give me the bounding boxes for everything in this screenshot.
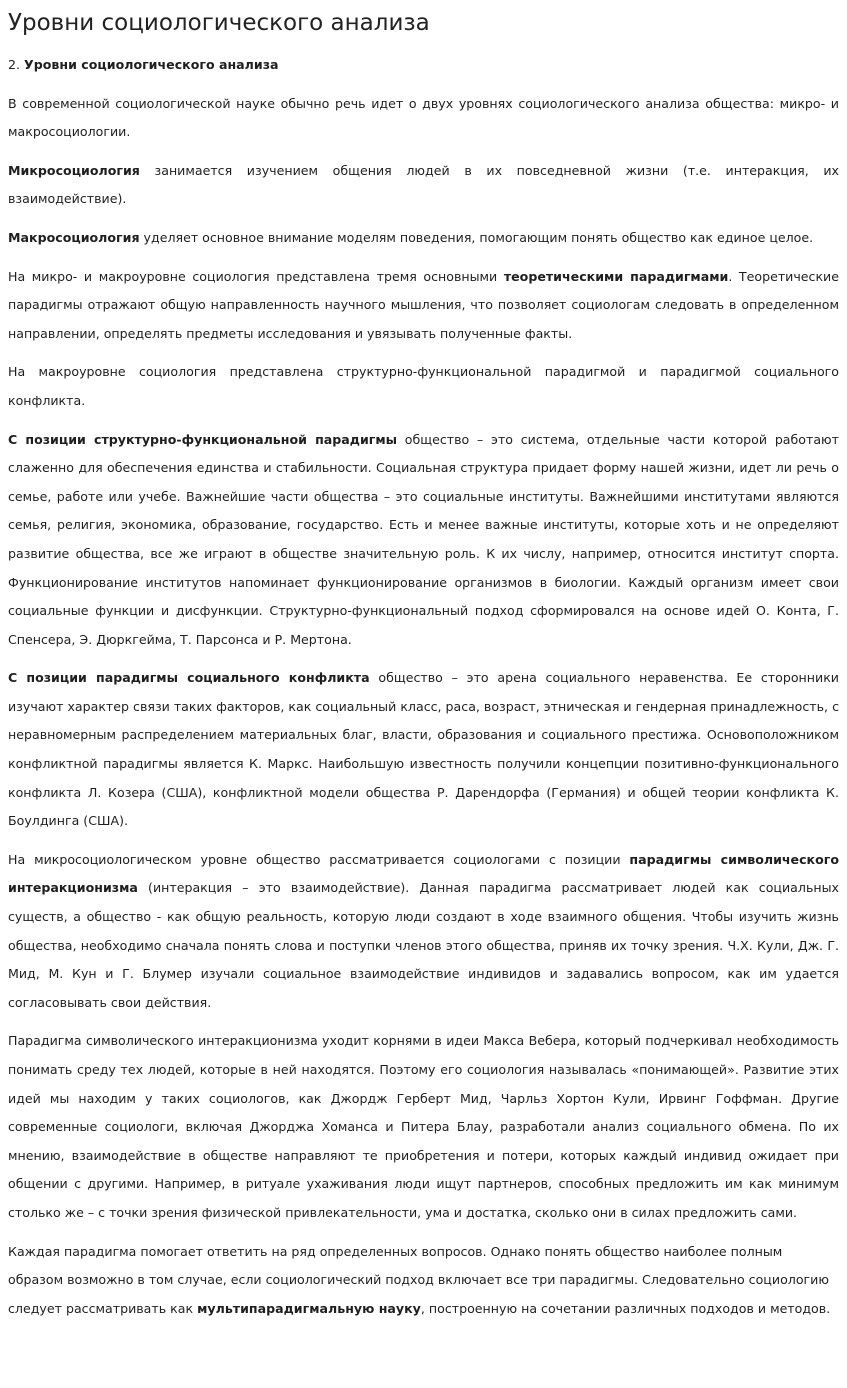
term-multiparadigm-science: мультипарадигмальную науку [197, 1300, 421, 1316]
paragraph-text: . Теоретические парадигмы отражают общую направленность научного мышления, что позволяет социологам следовать в определенном направлении, определять предметы исследования и увязывать полученные факты. [8, 268, 839, 341]
paragraph-text: общество – это система, отдельные части которой работают слаженно для обеспечения единства и стабильности. Социальная структура придает форму нашей жизни, идет ли речь о семье, работе или учебе. Важнейшие части общества – это социальные институты. Важнейшими институтами являются семья, религия, экономика, образование, государство. Есть и менее важные институты, которые хоть и не определяют развитие общества, все же играют в обществе значительную роль. К их числу, например, относится институт спорта. Функционирование институтов напоминает функционирование организмов в биологии. Каждый организм имеет свои социальные функции и дисфункции. Структурно-функциональный подход сформировался на основе идей О. Конта, Г. Спенсера, Э. Дюркгейма, Т. Парсонса и Р. Мертона. [8, 431, 839, 647]
paragraph-microsociology [8, 157, 839, 214]
paragraph-social-conflict [8, 664, 839, 836]
paragraph-text: общество – это арена социального неравенства. Ее сторонники изучают характер связи таких факторов, как социальный класс, раса, возраст, этническая и гендерная принадлежность, с неравномерным распределением материальных благ, власти, образования и социального престижа. Основоположником конфликтной парадигмы является К. Маркс. Наибольшую известность получили концепции позитивно-функционального конфликта Л. Козера (США), конфликтной модели общества Р. Дарендорфа (Германия) и общей теории конфликта К. Боулдинга (США). [8, 670, 839, 829]
page-title: Уровни социологического анализа [8, 10, 430, 36]
term-theoretical-paradigms: теоретическими парадигмами [503, 268, 729, 284]
section-heading-text: Уровни социологического анализа [24, 57, 279, 72]
paragraph-text: На микро- и макроуровне социология представлена тремя основными [8, 268, 504, 284]
term-microsociology: Микросоциология [8, 162, 140, 178]
paragraph-symbolic-interactionism [8, 846, 839, 1018]
paragraph-text: Каждая парадигма помогает ответить на ряд определенных вопросов. Однако понять общество наиболее полным образом возможно в том случае, если социологический подход включает все три парадигмы. Следовательно социологию следует рассматривать как [8, 1243, 829, 1316]
paragraph-paradigms [8, 263, 839, 349]
paragraph-structural-functional [8, 426, 839, 655]
section-number: 2. [8, 57, 21, 72]
paragraph-conclusion [8, 1238, 839, 1324]
paragraph-intro: В современной социологической науке обычно речь идет о двух уровнях социологического анализа общества: микро- и макросоциологии. [8, 95, 839, 140]
paragraph-text: занимается изучением общения людей в их повседневной жизни (т.е. интеракция, их взаимодействие). [8, 162, 839, 207]
section-heading [8, 51, 839, 80]
paragraph-text: , построенную на сочетании различных подходов и методов. [420, 1300, 831, 1316]
paragraph-text: уделяет основное внимание моделям поведения, помогающим понять общество как единое целое. [139, 229, 814, 245]
term-symbolic-interactionism: парадигмы символического интеракционизма [8, 851, 839, 896]
term-macrosociology: Макросоциология [8, 229, 140, 245]
paragraph-text: На микросоциологическом уровне общество рассматривается социологами с позиции [8, 851, 630, 867]
paragraph-weber: Парадигма символического интеракционизма уходит корнями в идеи Макса Вебера, который подчеркивал необходимость понимать среду тех людей, которые в ней находятся. Поэтому его социология называлась «понимающей». Развитие этих идей мы находим у таких социологов, как Джордж Герберт Мид, Чарльз Хортон Кули, Ирвинг Гоффман. Другие современные социологи, включая Джорджа Хоманса и Питера Блау, разработали анализ социального обмена. По их мнению, взаимодействие в обществе направляют те приобретения и потери, которых каждый индивид ожидает при общении с другими. Например, в ритуале ухаживания люди ищут партнеров, способных предложить им как минимум столько же – с точки зрения физической привлекательности, ума и достатка, сколько они в силах предложить сами. [8, 1033, 839, 1220]
term-structural-functional: С позиции структурно-функциональной парадигмы [8, 431, 398, 447]
term-social-conflict: С позиции парадигмы социального конфликта [8, 670, 370, 686]
paragraph-text: (интеракция – это взаимодействие). Данная парадигма рассматривает людей как социальных существ, а общество - как общую реальность, которую люди создают в ходе взаимного общения. Чтобы изучить жизнь общества, необходимо сначала понять слова и поступки членов этого общества, приняв их точку зрения. Ч.Х. Кули, Дж. Г. Мид, М. Кун и Г. Блумер изучали социальное взаимодействие индивидов и задавались вопросом, как им удается согласовывать свои действия. [8, 880, 839, 1010]
paragraph-macro-level: На макроуровне социология представлена структурно-функциональной парадигмой и парадигмой социального конфликта. [8, 364, 839, 408]
paragraph-macrosociology [8, 224, 839, 253]
